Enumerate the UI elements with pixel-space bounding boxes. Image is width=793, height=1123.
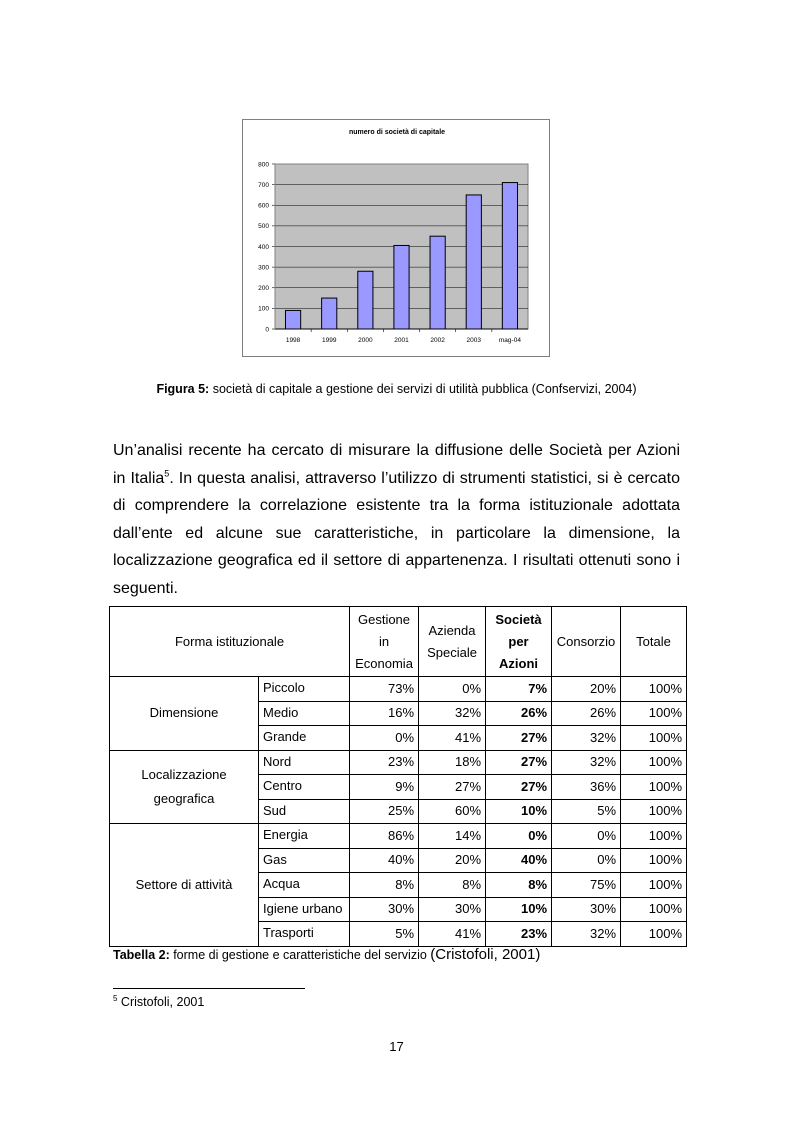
- header-gestione-line: Economia: [355, 655, 413, 671]
- y-tick-label: 300: [258, 264, 269, 272]
- cell-azienda: 32%: [419, 701, 486, 726]
- cell-gestione: 0%: [350, 726, 419, 751]
- y-tick-label: 0: [265, 326, 269, 334]
- cell-spa: 0%: [486, 824, 552, 849]
- table-caption: [113, 946, 540, 963]
- x-tick-label: 2000: [358, 337, 373, 344]
- cell-gestione: 30%: [350, 897, 419, 922]
- paragraph-text-after: . In questa analisi, attraverso l’utilizzo di strumenti statistici, si è cercato di comprendere la correlazione esistente tra la forma istituzionale adottata dall’ente ed alcune sue caratteristiche, in particolare la dimensione, la localizzazione geografica ed il settore di appartenenza. I risultati ottenuti sono i seguenti.: [113, 469, 681, 597]
- bar-2001: [394, 245, 409, 329]
- cell-consorzio: 36%: [552, 775, 621, 800]
- cell-azienda: 27%: [419, 775, 486, 800]
- cell-consorzio: 32%: [552, 750, 621, 775]
- header-consorzio: Consorzio: [552, 607, 621, 677]
- x-tick-label: mag-04: [498, 337, 521, 344]
- group-label-settore: [110, 824, 259, 947]
- cell-azienda: 41%: [419, 922, 486, 947]
- y-tick-label: 500: [258, 223, 269, 231]
- header-gestione-line: in: [378, 633, 390, 649]
- cell-totale: 100%: [621, 726, 687, 751]
- chart-title: numero di società di capitale: [348, 129, 446, 136]
- y-tick-label: 800: [258, 161, 269, 169]
- cell-gestione: 86%: [350, 824, 419, 849]
- header-spa: [486, 607, 552, 677]
- bar-mag-04: [502, 183, 517, 329]
- cell-totale: 100%: [621, 775, 687, 800]
- figure-caption-text: società di capitale a gestione dei servizi di utilità pubblica (Confservizi, 2004): [209, 382, 637, 396]
- figure-caption-label: Figura 5:: [156, 382, 210, 396]
- cell-gestione: 73%: [350, 677, 419, 702]
- x-tick-label: 2003: [466, 337, 482, 344]
- chart-svg: [243, 120, 551, 358]
- cell-gestione: 8%: [350, 873, 419, 898]
- cell-azienda: 60%: [419, 799, 486, 824]
- row-label: Grande: [259, 726, 350, 751]
- cell-totale: 100%: [621, 922, 687, 947]
- cell-gestione: 25%: [350, 799, 419, 824]
- table-caption-label: Tabella 2:: [113, 948, 170, 962]
- data-table: [109, 606, 687, 947]
- table-caption-source: (Cristofoli, 2001): [430, 946, 541, 963]
- footnote-divider: [113, 988, 305, 989]
- cell-consorzio: 20%: [552, 677, 621, 702]
- cell-azienda: 8%: [419, 873, 486, 898]
- cell-gestione: 23%: [350, 750, 419, 775]
- table-caption-text: forme di gestione e caratteristiche del servizio: [169, 948, 431, 962]
- cell-totale: 100%: [621, 750, 687, 775]
- cell-totale: 100%: [621, 824, 687, 849]
- cell-totale: 100%: [621, 848, 687, 873]
- x-tick-label: 2001: [394, 337, 409, 344]
- x-tick-label: 1999: [321, 337, 337, 344]
- header-spa-line: Azioni: [499, 655, 539, 671]
- group-label-dimensione: [110, 677, 259, 751]
- x-tick-label: 1998: [285, 337, 301, 344]
- cell-gestione: 16%: [350, 701, 419, 726]
- row-label: Sud: [259, 799, 350, 824]
- y-tick-label: 200: [258, 285, 269, 293]
- cell-spa: 27%: [486, 726, 552, 751]
- cell-spa: 27%: [486, 750, 552, 775]
- cell-spa: 10%: [486, 799, 552, 824]
- row-label: Trasporti: [259, 922, 350, 947]
- footnote-ref: 5: [164, 468, 170, 479]
- cell-totale: 100%: [621, 799, 687, 824]
- bar-1998: [285, 310, 300, 329]
- cell-consorzio: 30%: [552, 897, 621, 922]
- bar-1999: [322, 298, 337, 329]
- table-row: [110, 824, 687, 849]
- header-spa-line: per: [508, 633, 529, 649]
- y-axis-ticks: [258, 161, 275, 333]
- footnote: [113, 994, 204, 1009]
- cell-spa: 26%: [486, 701, 552, 726]
- cell-azienda: 14%: [419, 824, 486, 849]
- cell-spa: 23%: [486, 922, 552, 947]
- y-tick-label: 400: [258, 243, 269, 251]
- footnote-number: 5: [113, 994, 118, 1003]
- y-tick-label: 100: [258, 305, 269, 313]
- cell-consorzio: 32%: [552, 922, 621, 947]
- bar-2003: [466, 195, 481, 329]
- cell-totale: 100%: [621, 677, 687, 702]
- cell-spa: 10%: [486, 897, 552, 922]
- table-row: [110, 677, 687, 702]
- group-label-line: Settore di attività: [135, 876, 233, 892]
- cell-azienda: 20%: [419, 848, 486, 873]
- cell-totale: 100%: [621, 873, 687, 898]
- cell-azienda: 41%: [419, 726, 486, 751]
- cell-consorzio: 0%: [552, 824, 621, 849]
- header-azienda-line: Azienda: [428, 622, 476, 638]
- row-label: Energia: [259, 824, 350, 849]
- cell-totale: 100%: [621, 897, 687, 922]
- header-azienda: [419, 607, 486, 677]
- header-gestione: [350, 607, 419, 677]
- table-row: [110, 750, 687, 775]
- x-axis-ticks: [286, 329, 521, 344]
- cell-consorzio: 75%: [552, 873, 621, 898]
- row-label: Gas: [259, 848, 350, 873]
- y-tick-label: 600: [258, 202, 269, 210]
- body-paragraph: [113, 437, 680, 602]
- header-azienda-line: Speciale: [427, 644, 477, 660]
- cell-consorzio: 5%: [552, 799, 621, 824]
- cell-consorzio: 32%: [552, 726, 621, 751]
- bar-2000: [358, 271, 373, 329]
- cell-gestione: 5%: [350, 922, 419, 947]
- cell-spa: 40%: [486, 848, 552, 873]
- cell-azienda: 0%: [419, 677, 486, 702]
- header-gestione-line: Gestione: [357, 611, 411, 627]
- cell-consorzio: 26%: [552, 701, 621, 726]
- header-forma: Forma istituzionale: [110, 607, 350, 677]
- header-totale: Totale: [621, 607, 687, 677]
- row-label: Medio: [259, 701, 350, 726]
- row-label: Piccolo: [259, 677, 350, 702]
- paragraph-text-before: Un’analisi recente ha cercato di misurare la diffusione delle Società per Azioni in Italia: [113, 442, 680, 487]
- group-label-localizzazione: [110, 750, 259, 824]
- row-label: Acqua: [259, 873, 350, 898]
- cell-consorzio: 0%: [552, 848, 621, 873]
- bar-chart: [242, 119, 550, 357]
- row-label: Nord: [259, 750, 350, 775]
- cell-spa: 7%: [486, 677, 552, 702]
- header-spa-line: Società: [495, 611, 542, 627]
- cell-gestione: 9%: [350, 775, 419, 800]
- cell-totale: 100%: [621, 701, 687, 726]
- row-label: Igiene urbano: [259, 897, 350, 922]
- cell-spa: 27%: [486, 775, 552, 800]
- cell-azienda: 18%: [419, 750, 486, 775]
- cell-gestione: 40%: [350, 848, 419, 873]
- y-tick-label: 700: [258, 181, 269, 189]
- x-tick-label: 2002: [430, 337, 445, 344]
- cell-spa: 8%: [486, 873, 552, 898]
- table-header-row: [110, 607, 687, 677]
- bar-2002: [430, 236, 445, 329]
- cell-azienda: 30%: [419, 897, 486, 922]
- footnote-text: Cristofoli, 2001: [117, 995, 205, 1010]
- row-label: Centro: [259, 775, 350, 800]
- group-label-line: Localizzazione: [141, 766, 227, 782]
- group-label-line: Dimensione: [149, 705, 219, 721]
- group-label-line: geografica: [153, 790, 215, 806]
- page-number: 17: [389, 1039, 404, 1054]
- figure-caption: [0, 382, 793, 396]
